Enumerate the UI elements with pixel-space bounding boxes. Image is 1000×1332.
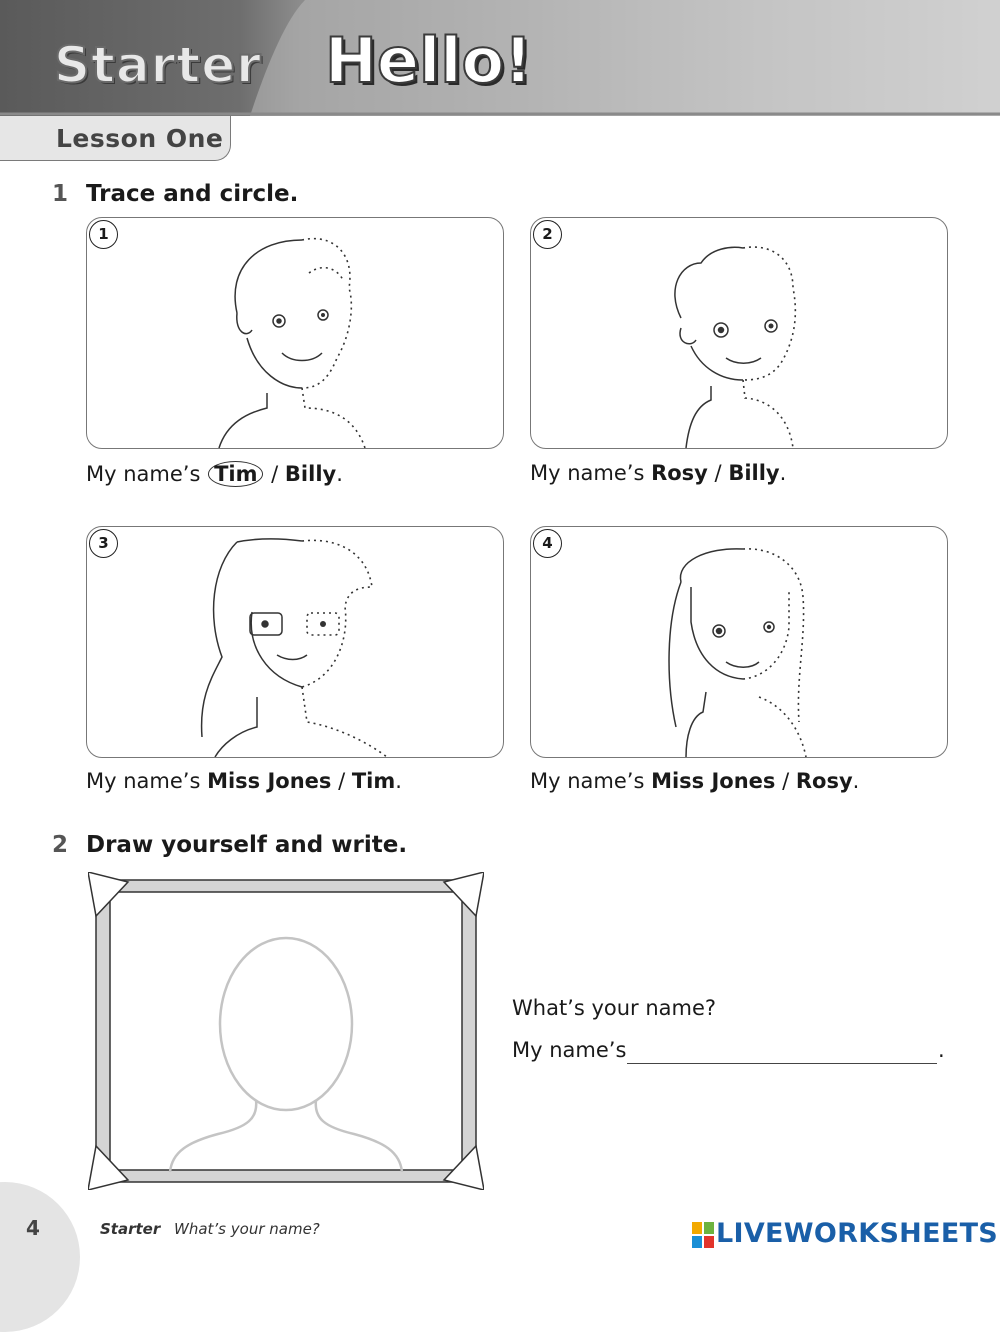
caption-4-option-a[interactable]: Miss Jones — [651, 769, 776, 793]
caption-2-option-b[interactable]: Billy — [728, 461, 780, 485]
exercise-1-number: 1 — [52, 181, 69, 207]
caption-2-option-a[interactable]: Rosy — [651, 461, 708, 485]
teacher-miss-jones-illustration — [87, 527, 503, 757]
panel-number-4: 4 — [533, 529, 562, 558]
caption-4 — [530, 769, 859, 793]
picture-panel-3 — [86, 526, 504, 758]
picture-panel-2 — [530, 217, 948, 449]
caption-2-prefix: My name’s — [530, 461, 652, 485]
answer-suffix: . — [938, 1038, 945, 1062]
exercise-1-title: Trace and circle. — [86, 181, 299, 207]
caption-1-option-a: Tim — [214, 462, 258, 486]
caption-3 — [86, 769, 402, 793]
caption-1-prefix: My name’s — [86, 462, 208, 486]
caption-1 — [86, 461, 343, 487]
panel-number-1: 1 — [89, 220, 118, 249]
answer-prefix: My name’s — [512, 1038, 627, 1062]
caption-4-option-b[interactable]: Rosy — [795, 769, 853, 793]
question-text: What’s your name? — [512, 996, 717, 1020]
exercise-2-number: 2 — [52, 832, 69, 858]
page-number: 4 — [26, 1216, 40, 1240]
caption-1-option-b[interactable]: Billy — [284, 462, 337, 486]
liveworksheets-watermark[interactable]: LIVEWORKSHEETS — [716, 1218, 999, 1249]
footer-book-title: Starter — [100, 1220, 161, 1238]
caption-1-circled-answer[interactable] — [208, 461, 263, 487]
caption-4-suffix: . — [852, 769, 860, 793]
caption-4-separator: / — [775, 769, 796, 793]
caption-3-option-b[interactable]: Tim — [351, 769, 396, 793]
caption-4-prefix: My name’s — [530, 769, 652, 793]
picture-panel-1 — [86, 217, 504, 449]
picture-panel-4 — [530, 526, 948, 758]
liveworksheets-logo-icon — [692, 1222, 714, 1248]
girl-rosy-illustration — [531, 527, 947, 757]
unit-label: Starter — [54, 36, 262, 94]
caption-3-suffix: . — [395, 769, 402, 793]
caption-1-separator: / — [264, 462, 285, 486]
panel-number-2: 2 — [533, 220, 562, 249]
boy-billy-illustration — [531, 218, 947, 448]
caption-1-suffix: . — [336, 462, 343, 486]
answer-blank-input[interactable] — [627, 1063, 937, 1064]
boy-tim-illustration — [87, 218, 503, 448]
page-number-tab — [0, 1182, 80, 1332]
draw-yourself-frame[interactable] — [88, 872, 484, 1190]
caption-2-separator: / — [707, 461, 729, 485]
caption-3-prefix: My name’s — [86, 769, 208, 793]
lesson-label: Lesson One — [56, 124, 224, 153]
panel-number-3: 3 — [89, 529, 118, 558]
caption-3-option-a[interactable]: Miss Jones — [207, 769, 332, 793]
footer-unit-question: What’s your name? — [174, 1220, 320, 1238]
caption-3-separator: / — [331, 769, 352, 793]
unit-title: Hello! — [325, 24, 533, 97]
caption-2 — [530, 461, 786, 485]
exercise-2-title: Draw yourself and write. — [86, 832, 408, 858]
caption-2-suffix: . — [779, 461, 787, 485]
